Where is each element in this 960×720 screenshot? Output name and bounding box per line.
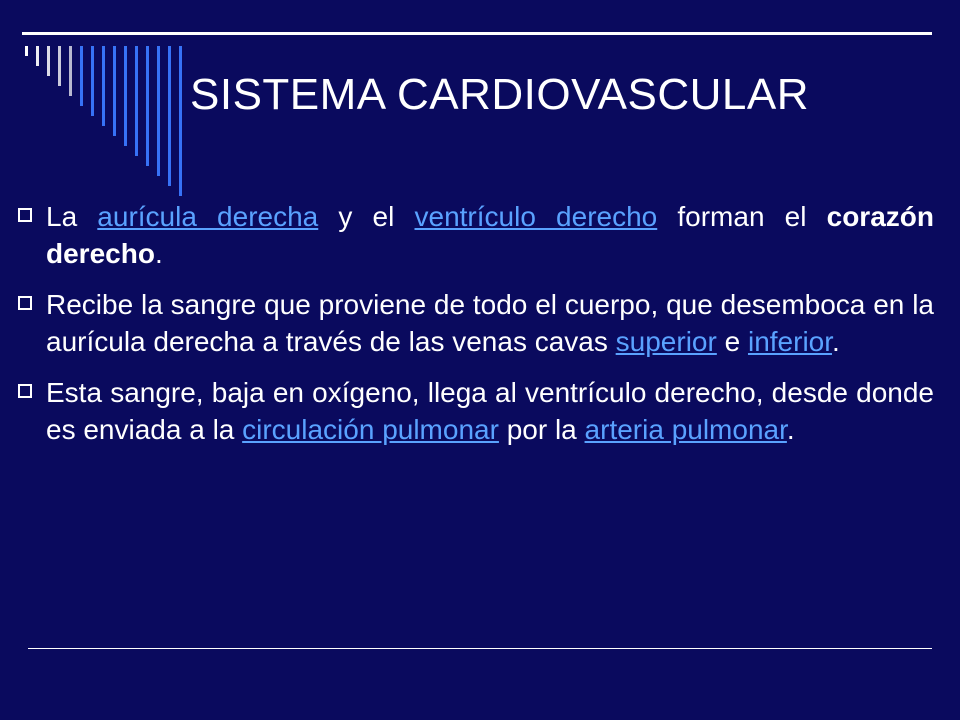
bullet-item-2 xyxy=(46,286,934,360)
bullet-item-3 xyxy=(46,374,934,448)
link-arteria-pulmonar[interactable]: arteria pulmonar xyxy=(584,414,787,445)
hollow-square-icon xyxy=(18,208,32,222)
hollow-square-icon xyxy=(18,384,32,398)
decorative-bar xyxy=(91,46,94,116)
decorative-bar xyxy=(80,46,83,106)
bullet-text: forman el xyxy=(657,201,827,232)
decorative-bar xyxy=(25,46,28,56)
decorative-bar xyxy=(157,46,160,176)
bottom-divider-line xyxy=(28,648,932,649)
link-auricula-derecha[interactable]: aurícula derecha xyxy=(97,201,319,232)
link-circulacion-pulmonar[interactable]: circulación pulmonar xyxy=(242,414,499,445)
slide-body xyxy=(46,198,934,462)
decorative-bar xyxy=(168,46,171,186)
decorative-bar xyxy=(179,46,182,196)
decorative-bar xyxy=(113,46,116,136)
bullet-text: Recibe la sangre que proviene de todo el cuerpo, que desemboca en la aurícula derecha a través de las venas cavas xyxy=(46,289,934,357)
bullet-text: Esta sangre, baja en oxígeno, llega al ventrículo derecho, desde donde es enviada a la xyxy=(46,377,934,445)
decorative-bar xyxy=(58,46,61,86)
bullet-text: por la xyxy=(498,414,585,445)
decorative-bar xyxy=(135,46,138,156)
slide-title: SISTEMA CARDIOVASCULAR xyxy=(190,70,809,119)
decorative-bar xyxy=(146,46,149,166)
decorative-bar xyxy=(36,46,39,66)
bullet-item-1 xyxy=(46,198,934,272)
decorative-bar xyxy=(69,46,72,96)
decorative-bar xyxy=(102,46,105,126)
hollow-square-icon xyxy=(18,296,32,310)
bullet-text: La xyxy=(46,201,98,232)
bullet-text: y el xyxy=(318,201,415,232)
link-ventriculo-derecho[interactable]: ventrículo derecho xyxy=(414,201,658,232)
bullet-text: . xyxy=(154,238,163,269)
bullet-text: . xyxy=(786,414,795,445)
bullet-text: . xyxy=(832,326,840,357)
decorative-bar xyxy=(47,46,50,76)
link-superior[interactable]: superior xyxy=(615,326,717,357)
link-inferior[interactable]: inferior xyxy=(747,326,833,357)
decorative-bar xyxy=(124,46,127,146)
bullet-text: e xyxy=(716,326,748,357)
bold-term: corazón derecho xyxy=(46,201,934,269)
decorative-bars xyxy=(0,0,200,200)
